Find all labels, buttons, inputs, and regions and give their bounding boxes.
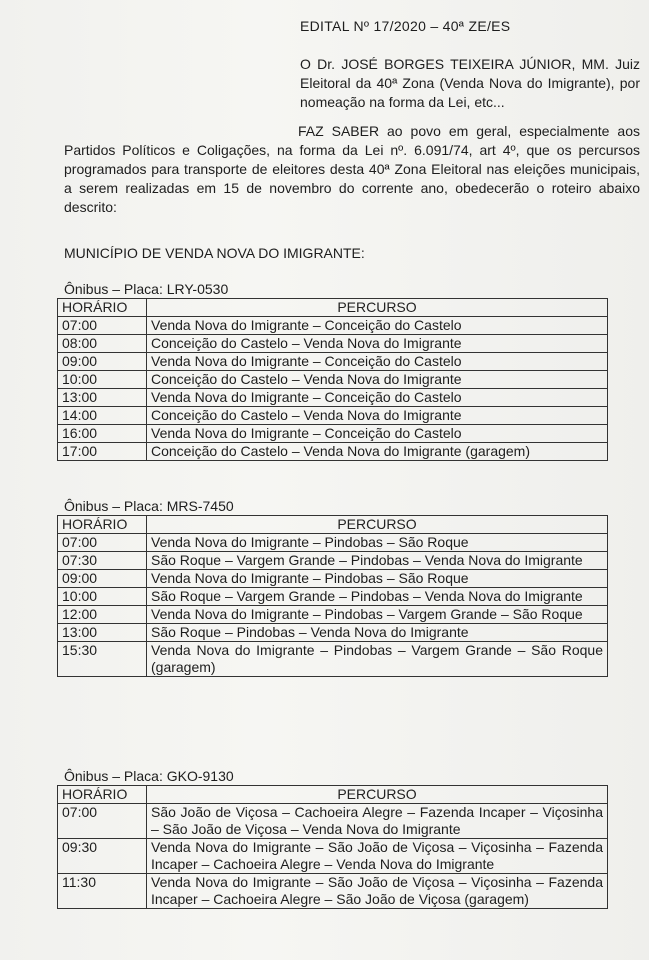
table-row bbox=[58, 606, 608, 624]
table-row bbox=[58, 534, 608, 552]
col-percurso: PERCURSO bbox=[147, 786, 608, 804]
table-row bbox=[58, 552, 608, 570]
col-horario: HORÁRIO bbox=[58, 516, 147, 534]
table-header-row bbox=[58, 299, 608, 317]
route-cell: São Roque – Vargem Grande – Pindobas – Venda Nova do Imigrante bbox=[147, 588, 608, 606]
judge-intro: O Dr. JOSÉ BORGES TEIXEIRA JÚNIOR, MM. Juiz Eleitoral da 40ª Zona (Venda Nova do Imigrante), por nomeação na forma da Lei, etc... bbox=[300, 56, 640, 110]
bus-label: Ônibus – Placa: GKO-9130 bbox=[64, 768, 234, 784]
route-cell: São João de Viçosa – Cachoeira Alegre – Fazenda Incaper – Viçosinha – São João de Viçosa – Venda Nova do Imigrante bbox=[147, 804, 608, 839]
route-cell: Conceição do Castelo – Venda Nova do Imigrante (garagem) bbox=[147, 443, 608, 461]
table-row bbox=[58, 804, 608, 839]
time-cell: 08:00 bbox=[58, 335, 147, 353]
route-cell: Venda Nova do Imigrante – São João de Viçosa – Viçosinha – Fazenda Incaper – Cachoeira Alegre – São João de Viçosa (garagem) bbox=[147, 874, 608, 909]
time-cell: 16:00 bbox=[58, 425, 147, 443]
time-cell: 10:00 bbox=[58, 371, 147, 389]
route-cell: Venda Nova do Imigrante – Conceição do Castelo bbox=[147, 353, 608, 371]
col-horario: HORÁRIO bbox=[58, 299, 147, 317]
route-cell: São Roque – Pindobas – Venda Nova do Imigrante bbox=[147, 624, 608, 642]
table-row bbox=[58, 624, 608, 642]
route-cell: São Roque – Vargem Grande – Pindobas – Venda Nova do Imigrante bbox=[147, 552, 608, 570]
table-row bbox=[58, 642, 608, 677]
time-cell: 13:00 bbox=[58, 624, 147, 642]
route-cell: Venda Nova do Imigrante – Pindobas – São Roque bbox=[147, 534, 608, 552]
route-cell: Conceição do Castelo – Venda Nova do Imigrante bbox=[147, 407, 608, 425]
time-cell: 09:00 bbox=[58, 353, 147, 371]
edital-title: EDITAL Nº 17/2020 – 40ª ZE/ES bbox=[300, 18, 511, 34]
table-row bbox=[58, 407, 608, 425]
table-row bbox=[58, 570, 608, 588]
route-cell: Venda Nova do Imigrante – Pindobas – Vargem Grande – São Roque (garagem) bbox=[147, 642, 608, 677]
route-cell: Venda Nova do Imigrante – Conceição do Castelo bbox=[147, 425, 608, 443]
faz-saber-rest: aos Partidos Políticos e Coligações, na forma da Lei nº. 6.091/74, art 4º, que os percursos programados para transporte de eleitores desta 40ª Zona Eleitoral nas eleições municipais, a serem realizadas em 15 de novembro do corrente ano, obedecerão o roteiro abaixo descrito: bbox=[64, 123, 640, 215]
schedule-table bbox=[57, 298, 608, 461]
time-cell: 09:30 bbox=[58, 839, 147, 874]
table-row bbox=[58, 317, 608, 335]
time-cell: 07:00 bbox=[58, 317, 147, 335]
col-percurso: PERCURSO bbox=[147, 516, 608, 534]
table-row bbox=[58, 839, 608, 874]
table-header-row bbox=[58, 786, 608, 804]
table-row bbox=[58, 335, 608, 353]
time-cell: 13:00 bbox=[58, 389, 147, 407]
route-cell: Conceição do Castelo – Venda Nova do Imigrante bbox=[147, 335, 608, 353]
route-cell: Venda Nova do Imigrante – Conceição do Castelo bbox=[147, 389, 608, 407]
time-cell: 07:30 bbox=[58, 552, 147, 570]
schedule-table bbox=[57, 515, 608, 677]
route-cell: Venda Nova do Imigrante – Pindobas – Vargem Grande – São Roque bbox=[147, 606, 608, 624]
time-cell: 07:00 bbox=[58, 534, 147, 552]
bus-label: Ônibus – Placa: MRS-7450 bbox=[64, 498, 234, 514]
time-cell: 15:30 bbox=[58, 642, 147, 677]
table-row bbox=[58, 353, 608, 371]
route-cell: Venda Nova do Imigrante – Conceição do Castelo bbox=[147, 317, 608, 335]
col-horario: HORÁRIO bbox=[58, 786, 147, 804]
time-cell: 14:00 bbox=[58, 407, 147, 425]
time-cell: 09:00 bbox=[58, 570, 147, 588]
table-row bbox=[58, 425, 608, 443]
time-cell: 12:00 bbox=[58, 606, 147, 624]
bus-label: Ônibus – Placa: LRY-0530 bbox=[64, 281, 229, 297]
table-header-row bbox=[58, 516, 608, 534]
route-cell: Venda Nova do Imigrante – São João de Viçosa – Viçosinha – Fazenda Incaper – Cachoeira Alegre – Venda Nova do Imigrante bbox=[147, 839, 608, 874]
table-row bbox=[58, 588, 608, 606]
faz-saber-lead: FAZ SABER ao povo em geral, especialmente bbox=[298, 123, 610, 139]
table-row bbox=[58, 389, 608, 407]
col-percurso: PERCURSO bbox=[147, 299, 608, 317]
table-row bbox=[58, 443, 608, 461]
route-cell: Venda Nova do Imigrante – Pindobas – São Roque bbox=[147, 570, 608, 588]
time-cell: 10:00 bbox=[58, 588, 147, 606]
time-cell: 07:00 bbox=[58, 804, 147, 839]
table-row bbox=[58, 874, 608, 909]
faz-saber-paragraph bbox=[64, 122, 640, 217]
route-cell: Conceição do Castelo – Venda Nova do Imigrante bbox=[147, 371, 608, 389]
schedule-table bbox=[57, 785, 608, 909]
time-cell: 11:30 bbox=[58, 874, 147, 909]
time-cell: 17:00 bbox=[58, 443, 147, 461]
table-row bbox=[58, 371, 608, 389]
municipio-heading: MUNICÍPIO DE VENDA NOVA DO IMIGRANTE: bbox=[64, 245, 365, 261]
